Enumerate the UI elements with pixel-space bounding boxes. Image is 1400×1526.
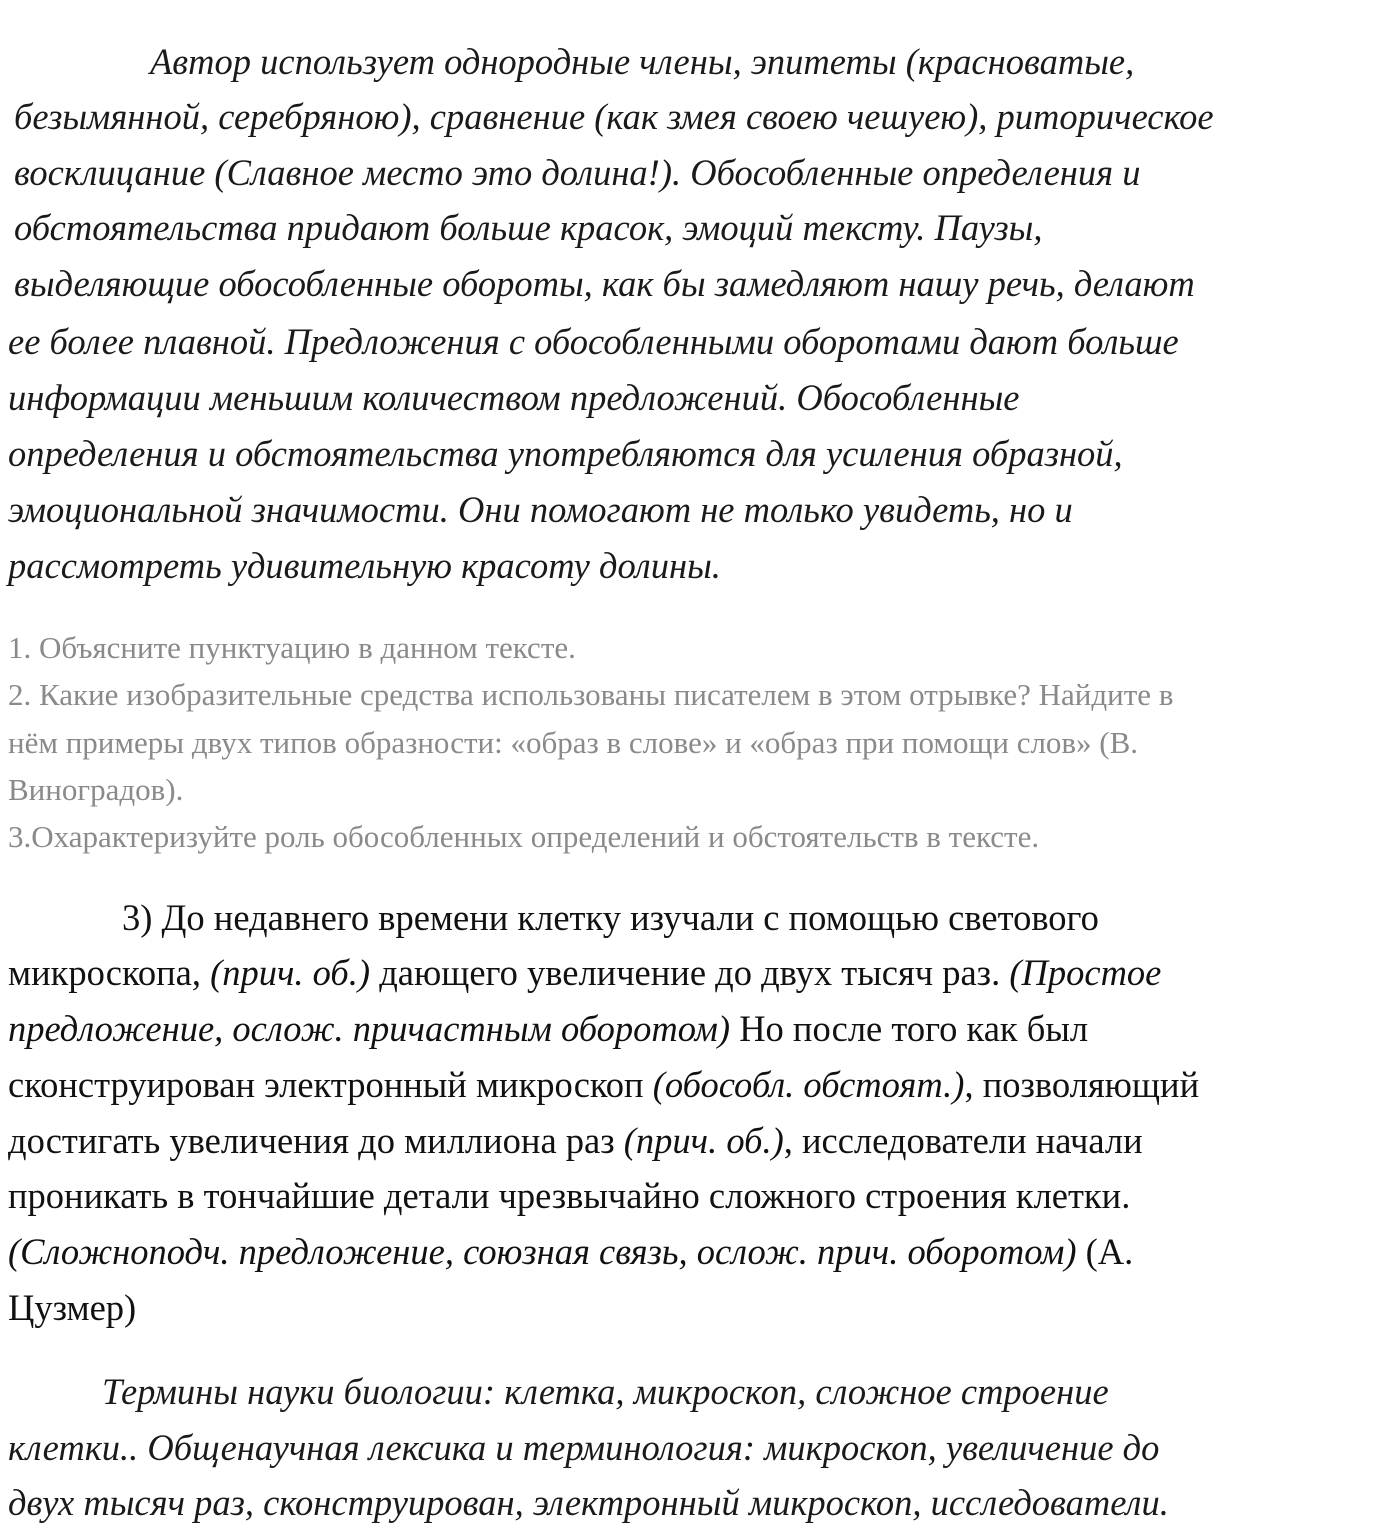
exercise-line: [8, 1287, 137, 1328]
analysis-line: ее более плавной. Предложения с обособленными оборотами дают больше: [8, 321, 1179, 362]
exercise-annotation: (прич. об.): [210, 952, 371, 993]
exercise-text: микроскопа,: [8, 952, 211, 993]
analysis-line: Автор использует однородные члены, эпитеты (красноватые,: [150, 41, 1135, 82]
exercise-annotation: (Простое: [1009, 952, 1162, 993]
exercise-line: [8, 1120, 1143, 1161]
terms-line: Термины науки биологии: клетка, микроскоп, сложное строение: [102, 1371, 1109, 1412]
exercise-text: 3) До недавнего времени клетку изучали с помощью светового: [122, 897, 1099, 938]
exercise-text: достигать увеличения до миллиона раз: [8, 1120, 624, 1161]
question-line: 2. Какие изобразительные средства использованы писателем в этом отрывке? Найдите в: [8, 677, 1174, 712]
exercise-line: [8, 952, 1162, 993]
terms-line: двух тысяч раз, сконструирован, электронный микроскоп, исследователи.: [8, 1482, 1169, 1523]
analysis-line: восклицание (Славное место это долина!). Обособленные определения и: [14, 152, 1141, 193]
exercise-line: [8, 1231, 1134, 1272]
exercise-text: дающего увеличение до двух тысяч раз.: [370, 952, 1010, 993]
exercise-annotation: предложение, ослож. причастным оборотом): [8, 1008, 731, 1049]
exercise-text: проникать в тончайшие детали чрезвычайно сложного строения клетки.: [8, 1175, 1131, 1216]
exercise-text: Цузмер): [8, 1287, 137, 1328]
analysis-line: обстоятельства придают больше красок, эмоций тексту. Паузы,: [14, 207, 1043, 248]
question-line: 3.Охарактеризуйте роль обособленных определений и обстоятельств в тексте.: [8, 819, 1040, 854]
exercise-text: сконструирован электронный микроскоп: [8, 1064, 653, 1105]
analysis-line: эмоциональной значимости. Они помогают не только увидеть, но и: [8, 489, 1073, 530]
exercise-line: [8, 1008, 1089, 1049]
analysis-line: информации меньшим количеством предложений. Обособленные: [8, 377, 1020, 418]
question-line: Виноградов).: [8, 772, 184, 807]
exercise-text: (А.: [1076, 1231, 1134, 1272]
exercise-line: [8, 1175, 1131, 1216]
analysis-line: определения и обстоятельства употребляются для усиления образной,: [8, 433, 1123, 474]
exercise-annotation: (Сложноподч. предложение, союзная связь, ослож. прич. оборотом): [8, 1231, 1077, 1272]
exercise-line: [8, 1064, 1200, 1105]
exercise-text: , исследователи начали: [783, 1120, 1143, 1161]
question-line: нём примеры двух типов образности: «образ в слове» и «образ при помощи слов» (В.: [8, 725, 1139, 760]
exercise-annotation: (прич. об.): [623, 1120, 784, 1161]
exercise-text: Но после того как был: [730, 1008, 1089, 1049]
exercise-line: [122, 897, 1099, 938]
exercise-text: , позволяющий: [964, 1064, 1200, 1105]
analysis-line: рассмотреть удивительную красоту долины.: [8, 545, 721, 586]
exercise-annotation: (обособл. обстоят.): [652, 1064, 965, 1105]
analysis-line: выделяющие обособленные обороты, как бы замедляют нашу речь, делают: [14, 263, 1195, 304]
terms-line: клетки.. Общенаучная лексика и терминология: микроскоп, увеличение до: [8, 1427, 1160, 1468]
analysis-line: безымянной, серебряною), сравнение (как змея своею чешуею), риторическое: [14, 96, 1214, 137]
question-line: 1. Объясните пунктуацию в данном тексте.: [8, 630, 576, 665]
